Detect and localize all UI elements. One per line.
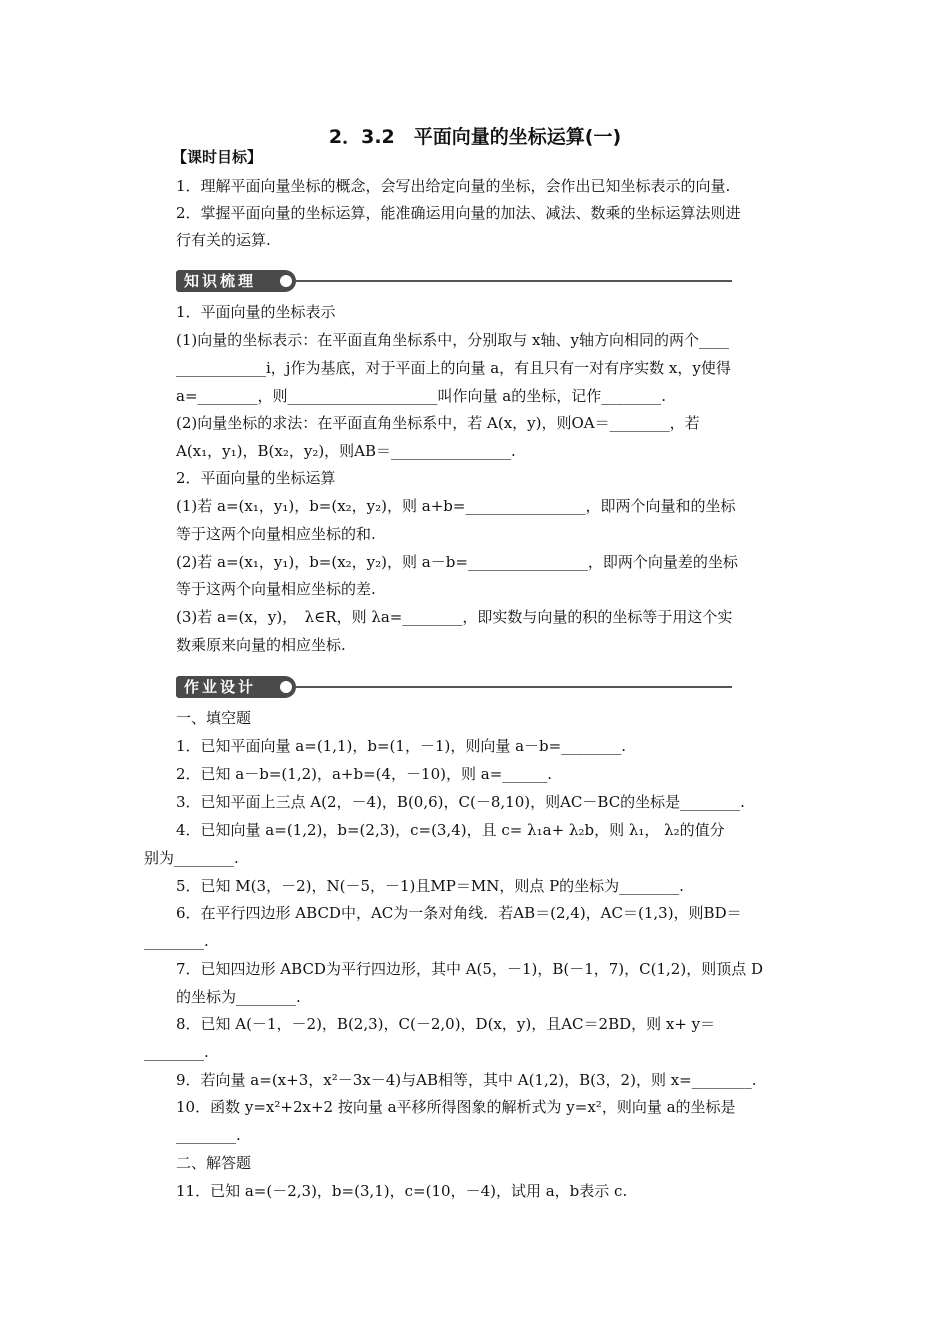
question-line: ________. [144, 1043, 209, 1061]
question-line: 6．在平行四边形 ABCD中，AC为一条对角线．若AB＝(2,4)，AC＝(1,3)，则BD＝ [176, 904, 742, 922]
text-line: 等于这两个向量相应坐标的差. [176, 580, 376, 598]
bullet-dot-icon [280, 681, 292, 693]
text-line: (2)若 a=(x₁，y₁)，b=(x₂，y₂)，则 a－b=________________，即两个向量差的坐标 [176, 553, 738, 571]
goals-heading: 【课时目标】 [172, 148, 263, 166]
text-line: 1．平面向量的坐标表示 [176, 303, 336, 321]
question-line: 11．已知 a=(－2,3)，b=(3,1)，c=(10，－4)，试用 a，b表示 c. [176, 1182, 628, 1200]
goal-line: 1．理解平面向量坐标的概念，会写出给定向量的坐标，会作出已知坐标表示的向量. [176, 177, 731, 195]
text-line: (3)若 a=(x，y)， λ∈R，则 λa=________，即实数与向量的积的坐标等于用这个实 [176, 608, 733, 626]
section-rule [296, 686, 732, 688]
bullet-dot-icon [280, 275, 292, 287]
text-line: 2．平面向量的坐标运算 [176, 469, 336, 487]
page-title: 2．3.2 平面向量的坐标运算(一) [328, 126, 622, 148]
section-rule [296, 280, 732, 282]
question-line: 9．若向量 a=(x+3，x²－3x－4)与AB相等，其中 A(1,2)，B(3，2)，则 x=________. [176, 1071, 757, 1089]
question-line: 5．已知 M(3，－2)，N(－5，－1)且MP＝MN，则点 P的坐标为________. [176, 877, 684, 895]
section-header-homework [176, 676, 736, 698]
question-line: 1．已知平面向量 a=(1,1)，b=(1，－1)，则向量 a－b=________. [176, 737, 626, 755]
section-label: 作业设计 [176, 676, 296, 698]
text-line: 等于这两个向量相应坐标的和. [176, 525, 376, 543]
text-line: ____________i，j作为基底，对于平面上的向量 a，有且只有一对有序实数 x，y使得 [176, 359, 731, 377]
question-line: 的坐标为________. [176, 988, 301, 1006]
text-line: (1)若 a=(x₁，y₁)，b=(x₂，y₂)，则 a+b=________________，即两个向量和的坐标 [176, 497, 736, 515]
goal-line: 行有关的运算. [176, 231, 271, 249]
goal-line: 2．掌握平面向量的坐标运算，能准确运用向量的加法、减法、数乘的坐标运算法则进 [176, 204, 741, 222]
question-line: ________. [144, 932, 209, 950]
question-line: 7．已知四边形 ABCD为平行四边形，其中 A(5，－1)，B(－1，7)，C(1,2)，则顶点 D [176, 960, 763, 978]
text-line: (2)向量坐标的求法：在平面直角坐标系中，若 A(x，y)，则OA＝________，若 [176, 414, 700, 432]
text-line: 二、解答题 [176, 1154, 252, 1172]
question-line: 别为________. [144, 849, 239, 867]
text-line: a=________，则____________________叫作向量 a的坐标，记作________. [176, 387, 666, 405]
question-line: ________. [176, 1126, 241, 1144]
text-line: 一、填空题 [176, 709, 252, 727]
text-line: A(x₁，y₁)，B(x₂，y₂)，则AB＝________________. [176, 442, 516, 460]
section-label: 知识梳理 [176, 270, 296, 292]
question-line: 4．已知向量 a=(1,2)，b=(2,3)，c=(3,4)，且 c= λ₁a+ λ₂b，则 λ₁， λ₂的值分 [176, 821, 725, 839]
question-line: 3．已知平面上三点 A(2，－4)，B(0,6)，C(－8,10)，则AC－BC的坐标是________. [176, 793, 745, 811]
question-line: 10．函数 y=x²+2x+2 按向量 a平移所得图象的解析式为 y=x²，则向量 a的坐标是 [176, 1098, 736, 1116]
question-line: 2．已知 a－b=(1,2)，a+b=(4，－10)，则 a=______. [176, 765, 553, 783]
text-line: 数乘原来向量的相应坐标. [176, 636, 346, 654]
text-line: (1)向量的坐标表示：在平面直角坐标系中，分别取与 x轴、y轴方向相同的两个____ [176, 331, 729, 349]
question-line: 8．已知 A(－1，－2)，B(2,3)，C(－2,0)，D(x，y)，且AC＝2BD，则 x+ y＝ [176, 1015, 716, 1033]
section-header-knowledge [176, 270, 736, 292]
